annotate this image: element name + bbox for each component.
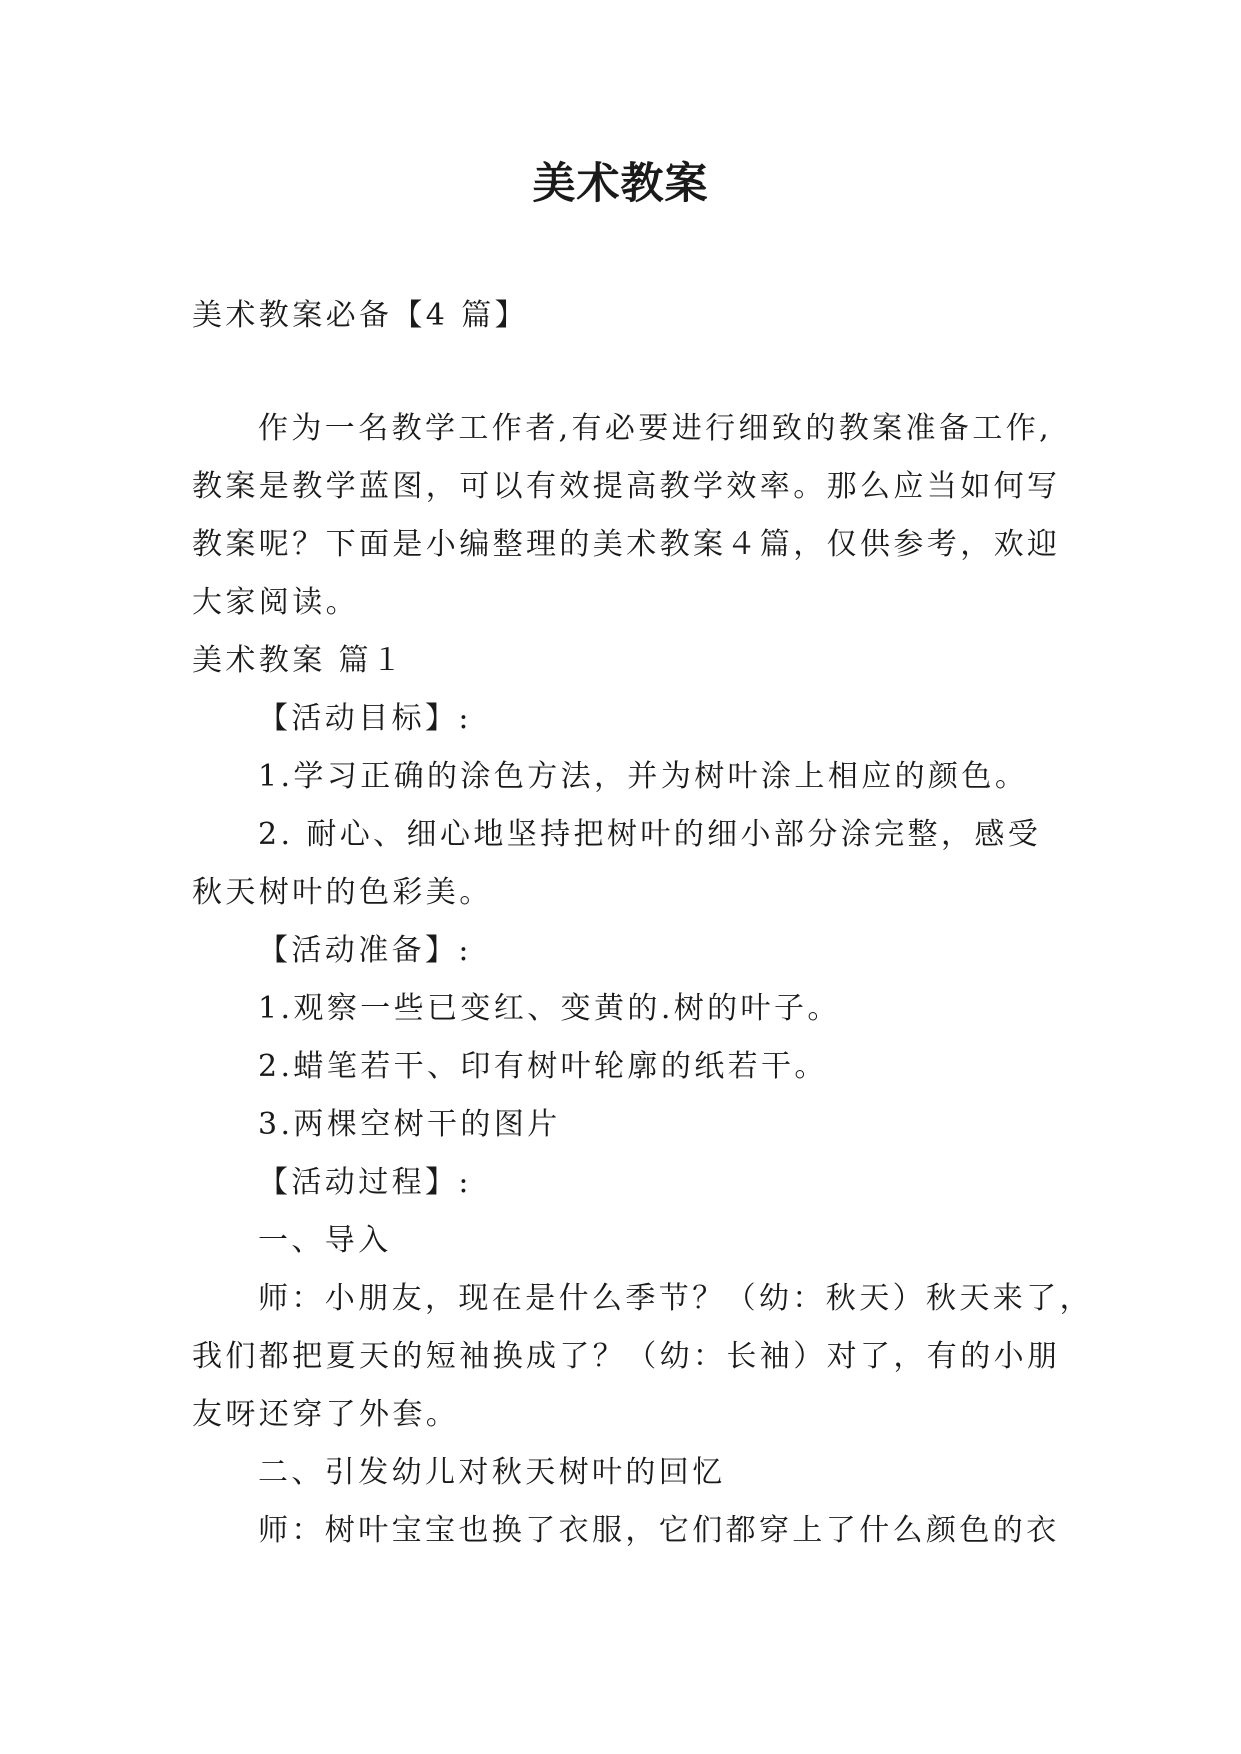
body-line: 教案是教学蓝图，可以有效提高教学效率。那么应当如何写 — [192, 469, 1061, 504]
body-line: 1.观察一些已变红、变黄的.树的叶子。 — [258, 991, 841, 1026]
body-line: 3.两棵空树干的图片 — [258, 1107, 561, 1142]
document-subtitle: 美术教案必备【4 篇】 — [192, 298, 529, 333]
body-line: 秋天树叶的色彩美。 — [192, 875, 493, 910]
body-line: 大家阅读。 — [192, 585, 359, 620]
body-line: 教案呢？下面是小编整理的美术教案４篇，仅供参考，欢迎 — [192, 527, 1061, 562]
body-line: 1.学习正确的涂色方法，并为树叶涂上相应的颜色。 — [258, 759, 1029, 794]
subsection-heading: 【活动目标】: — [258, 701, 472, 736]
body-line: 我们都把夏天的短袖换成了？（幼：长袖）对了，有的小朋 — [192, 1339, 1061, 1374]
document-title: 美术教案 — [532, 159, 709, 209]
body-line: 2.蜡笔若干、印有树叶轮廓的纸若干。 — [258, 1049, 828, 1084]
body-line: 友呀还穿了外套。 — [192, 1397, 460, 1432]
section-heading: 美术教案 篇１ — [192, 643, 406, 678]
body-line: 师：树叶宝宝也换了衣服，它们都穿上了什么颜色的衣 — [258, 1513, 1060, 1548]
body-line: 师：小朋友，现在是什么季节？（幼：秋天）秋天来了， — [258, 1281, 1093, 1316]
body-line: 作为一名教学工作者,有必要进行细致的教案准备工作, — [258, 411, 1053, 446]
subsection-heading: 【活动准备】: — [258, 933, 472, 968]
body-line: 2. 耐心、细心地坚持把树叶的细小部分涂完整，感受 — [258, 817, 1042, 852]
body-line: 一、导入 — [258, 1223, 392, 1258]
body-line: 二、引发幼儿对秋天树叶的回忆 — [258, 1455, 726, 1490]
subsection-heading: 【活动过程】: — [258, 1165, 472, 1200]
